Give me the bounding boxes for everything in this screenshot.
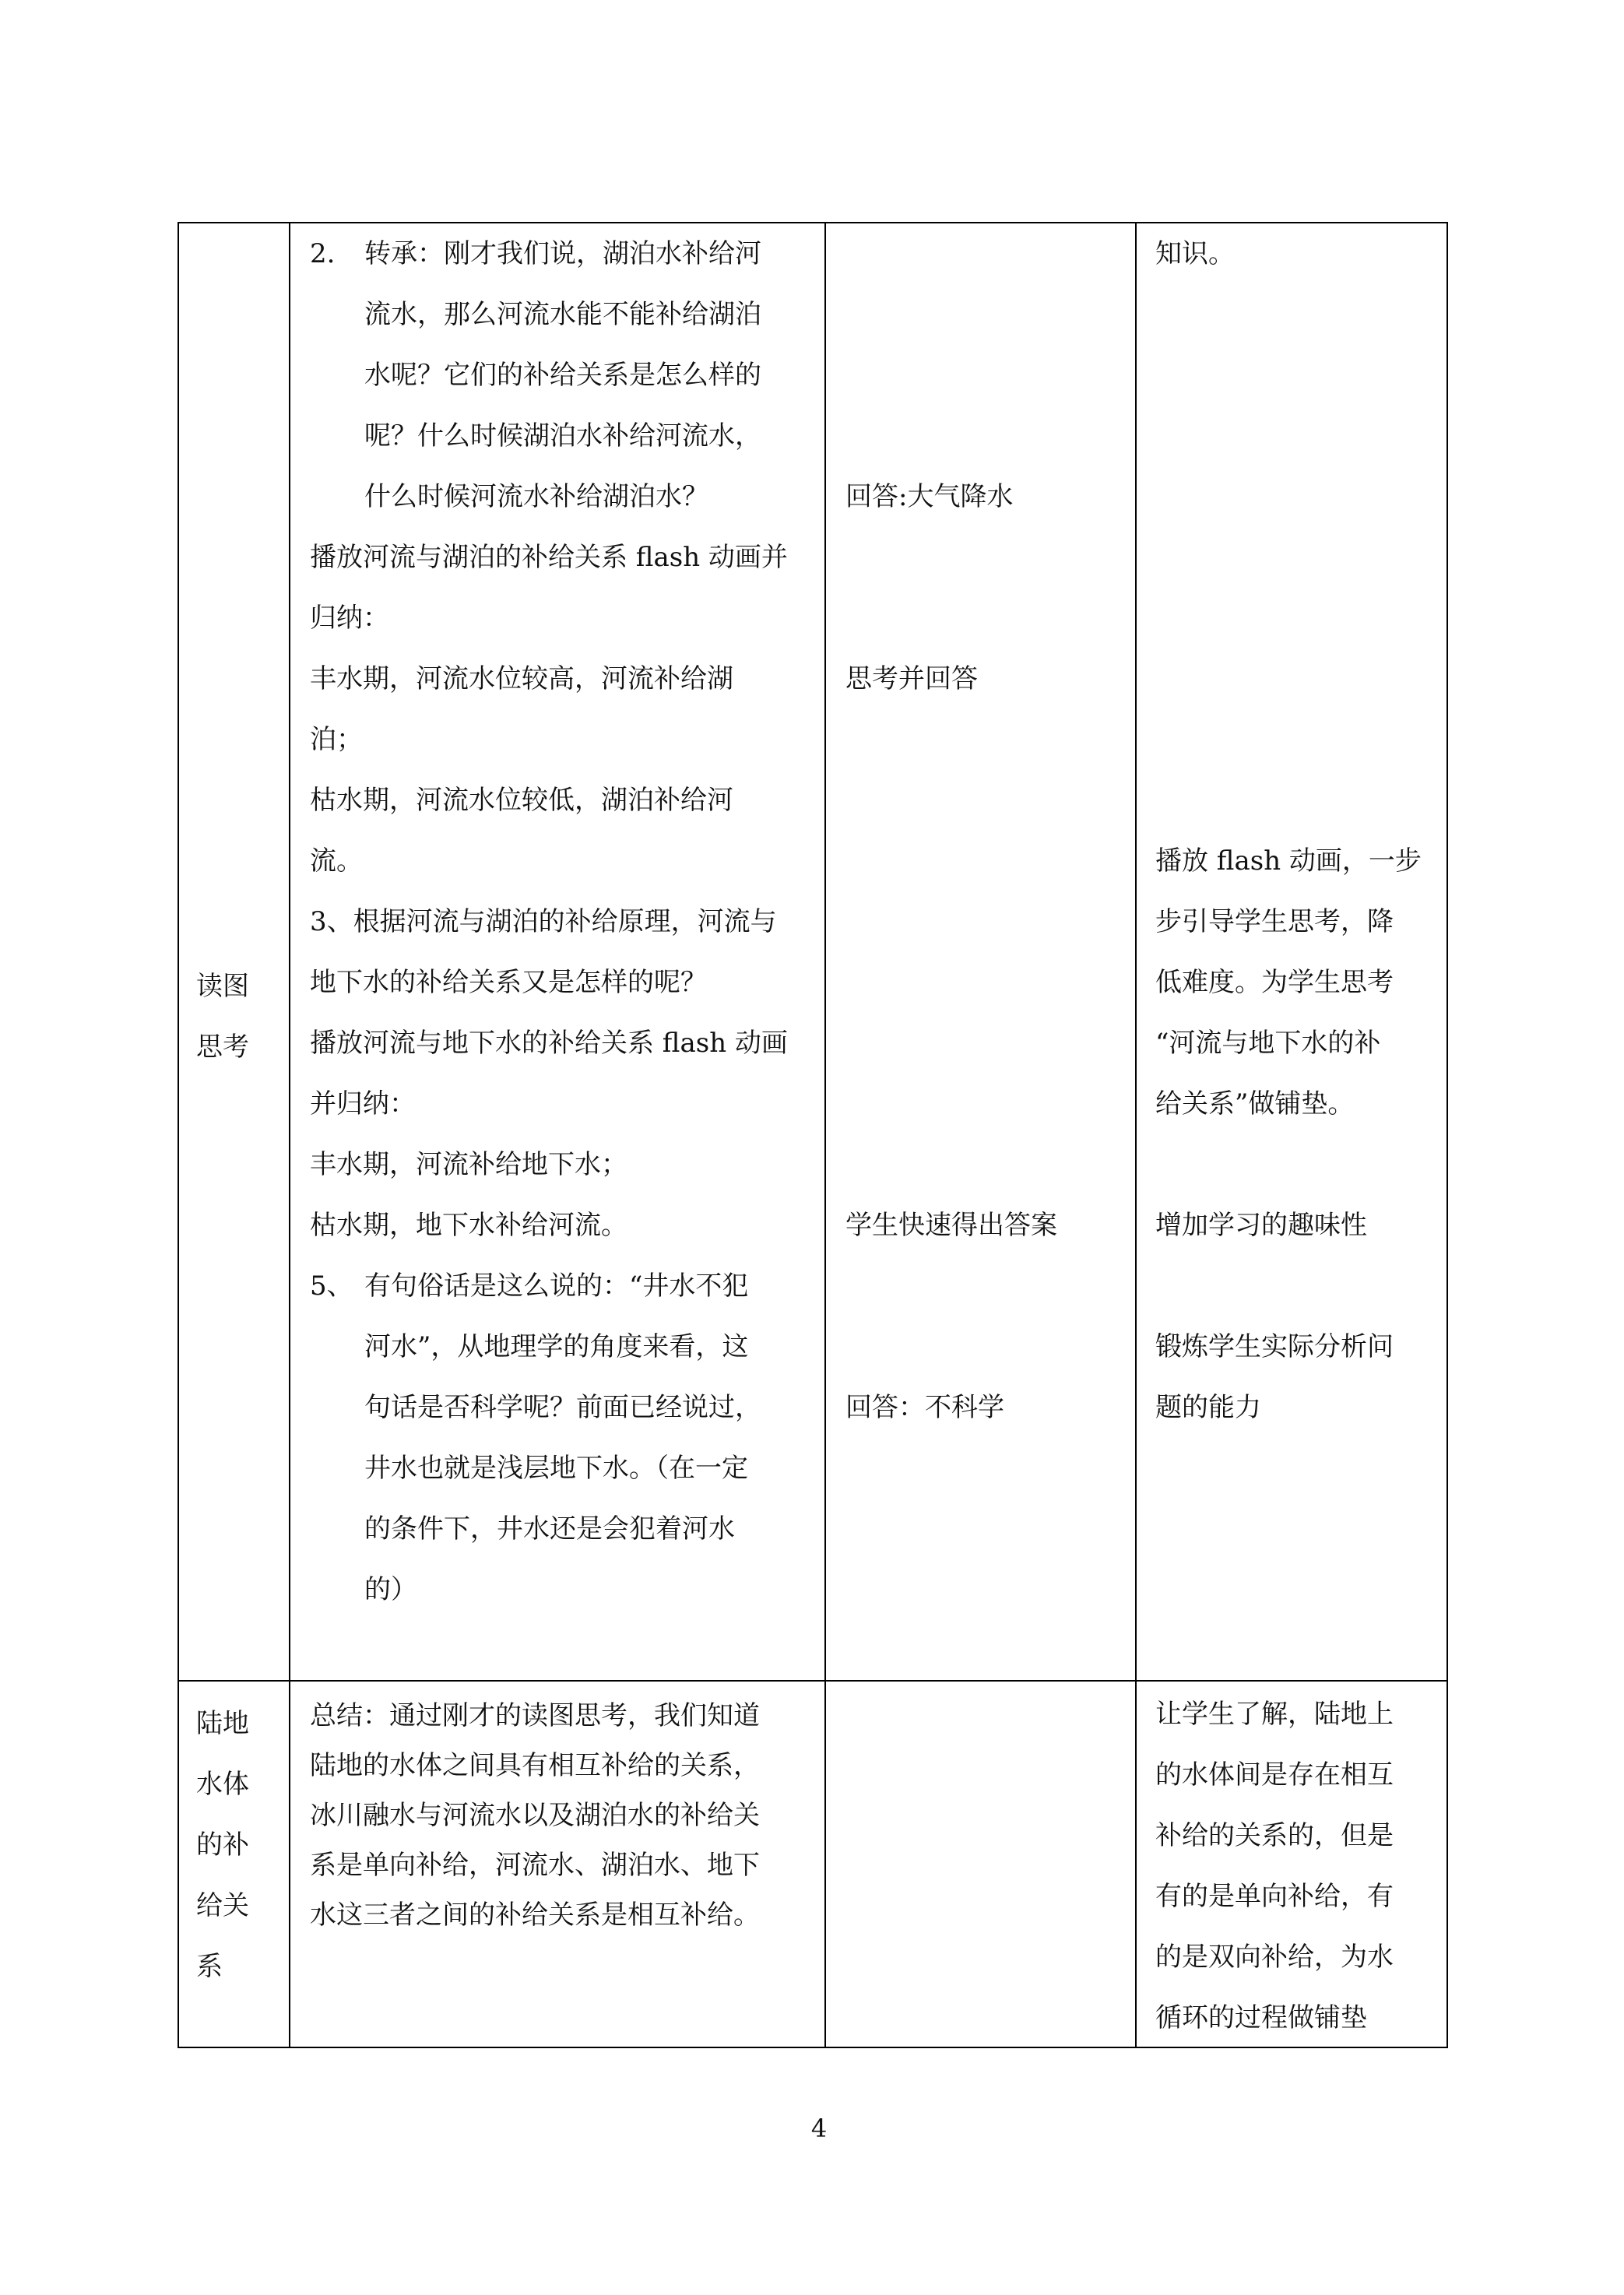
item-number: 2. bbox=[310, 238, 336, 269]
student-answer: 思考并回答 bbox=[845, 663, 978, 694]
text-line: 有句俗话是这么说的：“井水不犯 bbox=[364, 1271, 749, 1302]
table-column-divider bbox=[289, 222, 290, 2048]
text-line: 题的能力 bbox=[1155, 1392, 1261, 1423]
text-line: 锻炼学生实际分析问 bbox=[1155, 1331, 1394, 1362]
stage-label-line: 的补 bbox=[196, 1829, 249, 1861]
text-line: 的条件下，井水还是会犯着河水 bbox=[364, 1513, 735, 1545]
item-number: 5、 bbox=[310, 1271, 353, 1302]
table-border-left bbox=[178, 222, 179, 2048]
text-line: 有的是单向补给，有 bbox=[1155, 1881, 1394, 1912]
page-number: 4 bbox=[810, 2114, 828, 2143]
stage-label-line: 读图 bbox=[196, 971, 249, 1002]
text-line: 丰水期，河流水位较高，河流补给湖 bbox=[310, 663, 733, 694]
text-line: 知识。 bbox=[1155, 238, 1235, 269]
text-line: 句话是否科学呢？前面已经说过， bbox=[364, 1392, 761, 1423]
stage-label-line: 水体 bbox=[196, 1769, 249, 1800]
table-column-divider bbox=[824, 222, 826, 2048]
stage-label-reading-thinking bbox=[196, 956, 249, 1077]
text-line: 3、根据河流与湖泊的补给原理，河流与 bbox=[310, 906, 777, 937]
text-line: 丰水期，河流补给地下水； bbox=[310, 1149, 627, 1180]
stage-label-line: 思考 bbox=[196, 1032, 249, 1063]
text-line: 归纳： bbox=[310, 603, 389, 634]
text-line: 并归纳： bbox=[310, 1088, 416, 1119]
stage-label-line: 系 bbox=[196, 1951, 223, 1982]
text-line: 的是双向补给，为水 bbox=[1155, 1942, 1394, 1973]
text-line: 的水体间是存在相互 bbox=[1155, 1759, 1394, 1791]
text-line: 增加学习的趣味性 bbox=[1155, 1210, 1367, 1241]
text-line: 步引导学生思考，降 bbox=[1155, 906, 1394, 937]
text-line: 流水，那么河流水能不能补给湖泊 bbox=[364, 299, 761, 330]
text-line: 播放 flash 动画，一步 bbox=[1155, 845, 1422, 877]
text-line: 井水也就是浅层地下水。（在一定 bbox=[364, 1453, 748, 1484]
stage-label-line: 给关 bbox=[196, 1890, 249, 1921]
text-line: 播放河流与湖泊的补给关系 flash 动画并 bbox=[310, 542, 788, 573]
text-line: 的） bbox=[364, 1574, 417, 1605]
text-line: 什么时候河流水补给湖泊水？ bbox=[364, 481, 708, 512]
table-column-divider bbox=[1135, 222, 1137, 2048]
text-line: 流。 bbox=[310, 845, 363, 877]
stage-label-land-water bbox=[196, 1693, 249, 1997]
student-answer: 回答:大气降水 bbox=[845, 481, 1014, 512]
text-line: 泊； bbox=[310, 724, 363, 755]
text-line: “河流与地下水的补 bbox=[1155, 1028, 1381, 1059]
text-line: 补给的关系的，但是 bbox=[1155, 1820, 1394, 1851]
text-line: 河水”，从地理学的角度来看，这 bbox=[364, 1331, 749, 1362]
text-line: 枯水期，河流水位较低，湖泊补给河 bbox=[310, 785, 733, 816]
text-line: 水这三者之间的补给关系是相互补给。 bbox=[310, 1900, 760, 1931]
text-line: 地下水的补给关系又是怎样的呢？ bbox=[310, 967, 707, 998]
student-answer: 学生快速得出答案 bbox=[845, 1210, 1057, 1241]
text-line: 水呢？它们的补给关系是怎么样的 bbox=[364, 360, 761, 391]
stage-label-line: 陆地 bbox=[196, 1708, 249, 1739]
text-line: 冰川融水与河流水以及湖泊水的补给关 bbox=[310, 1800, 760, 1831]
text-line: 低难度。为学生思考 bbox=[1155, 967, 1394, 998]
table-border-right bbox=[1446, 222, 1448, 2048]
text-line: 播放河流与地下水的补给关系 flash 动画 bbox=[310, 1028, 788, 1059]
text-line: 枯水期，地下水补给河流。 bbox=[310, 1210, 627, 1241]
text-line: 陆地的水体之间具有相互补给的关系， bbox=[310, 1750, 760, 1781]
text-line: 让学生了解，陆地上 bbox=[1155, 1699, 1394, 1730]
text-line: 总结：通过刚才的读图思考，我们知道 bbox=[310, 1700, 760, 1731]
text-line: 给关系”做铺垫。 bbox=[1155, 1088, 1355, 1119]
table-row-divider bbox=[178, 1680, 1448, 1682]
text-line: 呢？什么时候湖泊水补给河流水， bbox=[364, 420, 761, 452]
text-line: 循环的过程做铺垫 bbox=[1155, 2002, 1367, 2033]
teacher-summary-row2 bbox=[310, 1691, 760, 1940]
student-answer: 回答：不科学 bbox=[845, 1392, 1004, 1423]
design-intent-row2 bbox=[1155, 1684, 1394, 2048]
text-line: 转承：刚才我们说，湖泊水补给河 bbox=[364, 238, 761, 269]
text-line: 系是单向补给，河流水、湖泊水、地下 bbox=[310, 1850, 760, 1881]
